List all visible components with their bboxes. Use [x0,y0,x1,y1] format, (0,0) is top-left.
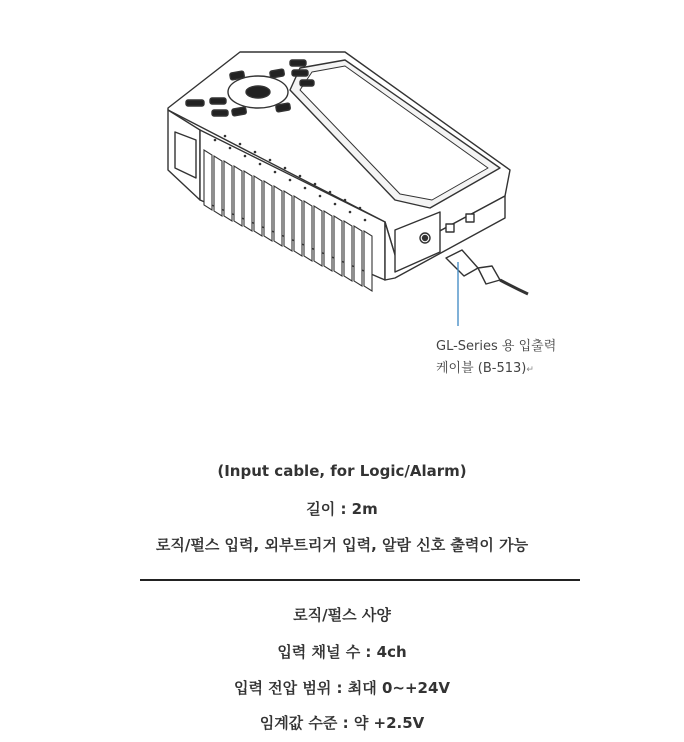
product-title: (Input cable, for Logic/Alarm) [217,462,467,480]
figure-caption [436,336,556,381]
section-divider [140,579,580,581]
capability-text: 로직/펄스 입력, 외부트리거 입력, 알람 신호 출력이 가능 [155,536,529,554]
channel-count: 입력 채널 수 : 4ch [277,643,407,661]
voltage-range: 입력 전압 범위 : 최대 0~+24V [233,679,451,697]
threshold-level: 임계값 수준 : 약 +2.5V [259,714,425,732]
return-mark: ↵ [526,365,534,375]
caption-line-2-text: 케이블 (B-513) [436,361,527,376]
cable-length: 길이 : 2m [306,500,378,518]
section-title: 로직/펄스 사양 [293,606,391,624]
caption-line-2 [436,358,556,381]
caption-line-1: GL-Series 용 입출력 [436,339,557,354]
